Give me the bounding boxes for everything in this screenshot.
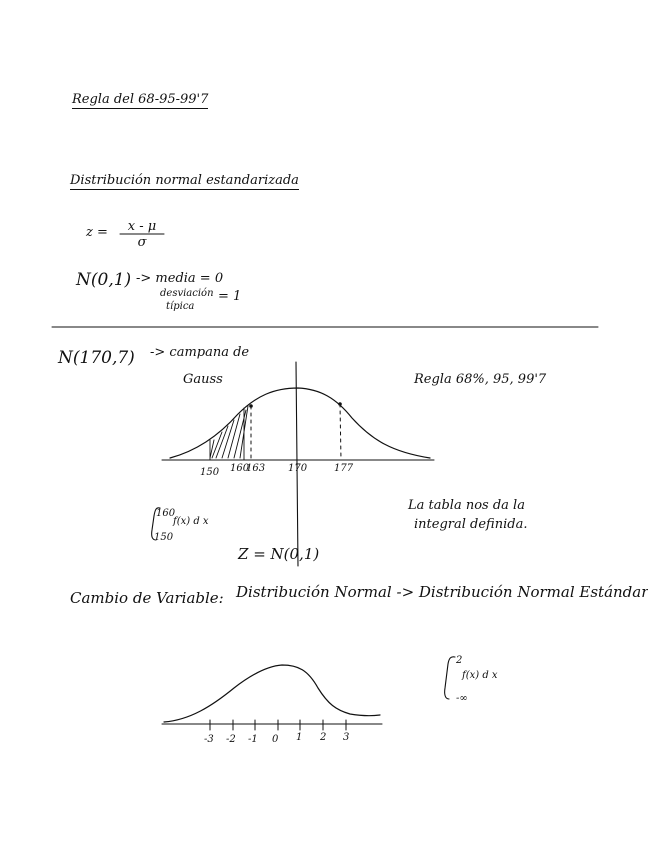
z-formula-denominator: σ <box>137 235 147 250</box>
campana-note: -> campana de <box>150 345 250 360</box>
tipica-label: típica <box>166 301 195 312</box>
std-tick-1: 1 <box>296 732 303 743</box>
z-formula-left: z = <box>86 225 108 240</box>
tick-150: 150 <box>200 467 220 478</box>
std-tick-neg3: -3 <box>204 734 214 745</box>
integral1-sign <box>152 508 160 540</box>
integral2-upper: 2 <box>456 655 463 666</box>
std-curve <box>164 665 380 722</box>
tick-170: 170 <box>288 463 308 474</box>
gauss-n-label: N(170,7) <box>58 348 135 368</box>
std-tick-neg2: -2 <box>226 734 236 745</box>
z-equals-n01: Z = N(0,1) <box>238 545 320 563</box>
media-note: -> media = 0 <box>136 271 224 286</box>
shaded-area <box>210 406 248 460</box>
std-tick-2: 2 <box>320 732 327 743</box>
gauss-note: Gauss <box>183 372 223 387</box>
std-ticks <box>210 720 346 730</box>
tick-177: 177 <box>334 463 354 474</box>
desviacion-label: desviación <box>160 288 214 299</box>
std-tick-0: 0 <box>272 734 279 745</box>
std-tick-neg1: -1 <box>248 734 258 745</box>
standard-distribution-title: Distribución normal estandarizada <box>70 173 299 188</box>
tick-160: 160 <box>230 463 250 474</box>
dashed-line-177 <box>340 404 341 460</box>
change-of-variable-label: Cambio de Variable: <box>70 589 224 607</box>
z-formula-numerator: x - μ <box>127 219 157 234</box>
table-note-line2: integral definida. <box>414 517 528 532</box>
point-163 <box>249 404 253 408</box>
integral2-body: f(x) d x <box>462 670 498 681</box>
std-tick-3: 3 <box>343 732 350 743</box>
point-177 <box>338 402 342 406</box>
change-of-variable-text: Distribución Normal -> Distribución Normal Estándar <box>236 583 648 601</box>
gauss-y-axis <box>296 362 298 566</box>
n01-label: N(0,1) <box>76 270 132 290</box>
integral1-lower: 150 <box>154 532 174 543</box>
integral2-sign <box>445 657 455 699</box>
integral1-upper: 160 <box>156 508 176 519</box>
desviacion-eq: = 1 <box>218 289 242 304</box>
table-note-line1: La tabla nos da la <box>408 498 525 513</box>
rule-note: Regla 68%, 95, 99'7 <box>414 372 547 387</box>
integral1-body: f(x) d x <box>173 516 209 527</box>
gauss-curve <box>170 388 430 458</box>
tick-163: 163 <box>246 463 266 474</box>
rule-title: Regla del 68-95-99'7 <box>72 92 209 107</box>
integral2-lower: -∞ <box>456 693 468 704</box>
